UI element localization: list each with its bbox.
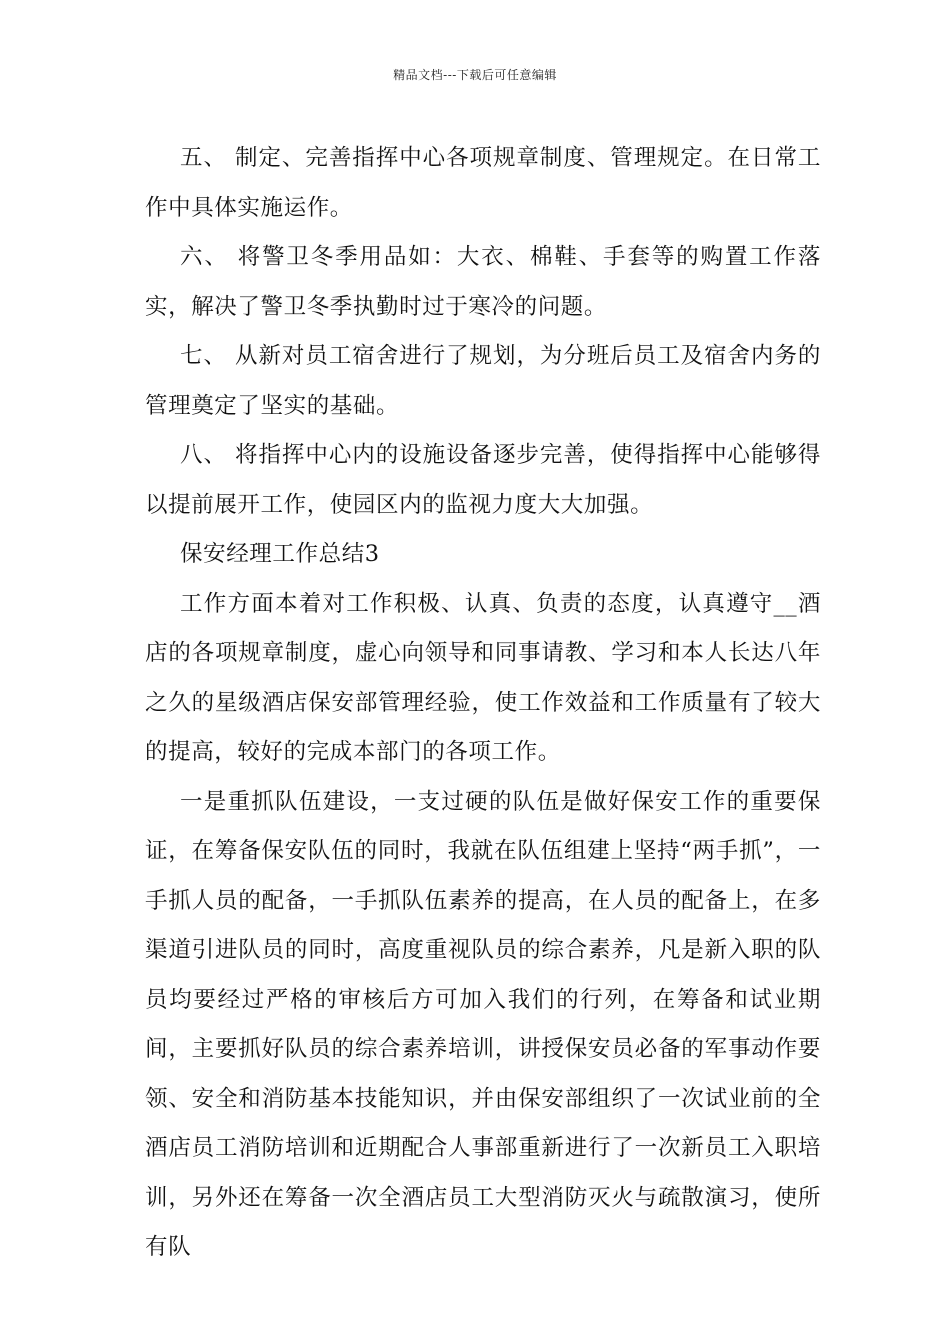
paragraph-item-7: 七、 从新对员工宿舍进行了规划，为分班后员工及宿舍内务的管理奠定了坚实的基础。 (145, 343, 821, 419)
paragraph-item-8: 八、 将指挥中心内的设施设备逐步完善，使得指挥中心能够得以提前展开工作，使园区内的监视力度大大加强。 (145, 442, 821, 518)
paragraph-item-6: 六、 将警卫冬季用品如：大衣、棉鞋、手套等的购置工作落实，解决了警卫冬季执勤时过于寒冷的问题。 (145, 244, 821, 320)
section-paragraph-work: 工作方面本着对工作积极、认真、负责的态度，认真遵守__酒店的各项规章制度，虚心向领导和同事请教、学习和本人长达八年之久的星级酒店保安部管理经验，使工作效益和工作质量有了较大的提高，较好的完成本部门的各项工作。 (145, 590, 821, 765)
document-body (145, 134, 821, 1273)
section-title: 保安经理工作总结3 (180, 541, 380, 567)
section-paragraph-team: 一是重抓队伍建设，一支过硬的队伍是做好保安工作的重要保证，在筹备保安队伍的同时，我就在队伍组建上坚持“两手抓”，一手抓人员的配备，一手抓队伍素养的提高，在人员的配备上，在多渠道引进队员的同时，高度重视队员的综合素养，凡是新入职的队员均要经过严格的审核后方可加入我们的行列，在筹备和试业期间，主要抓好队员的综合素养培训，讲授保安员必备的军事动作要领、安全和消防基本技能知识，并由保安部组织了一次试业前的全酒店员工消防培训和近期配合人事部重新进行了一次新员工入职培训，另外还在筹备一次全酒店员工大型消防灭火与疏散演习，使所有队 (145, 788, 821, 1260)
page-header: 精品文档---下载后可任意编辑 (393, 68, 557, 82)
paragraph-item-5: 五、 制定、完善指挥中心各项规章制度、管理规定。在日常工作中具体实施运作。 (145, 145, 821, 221)
